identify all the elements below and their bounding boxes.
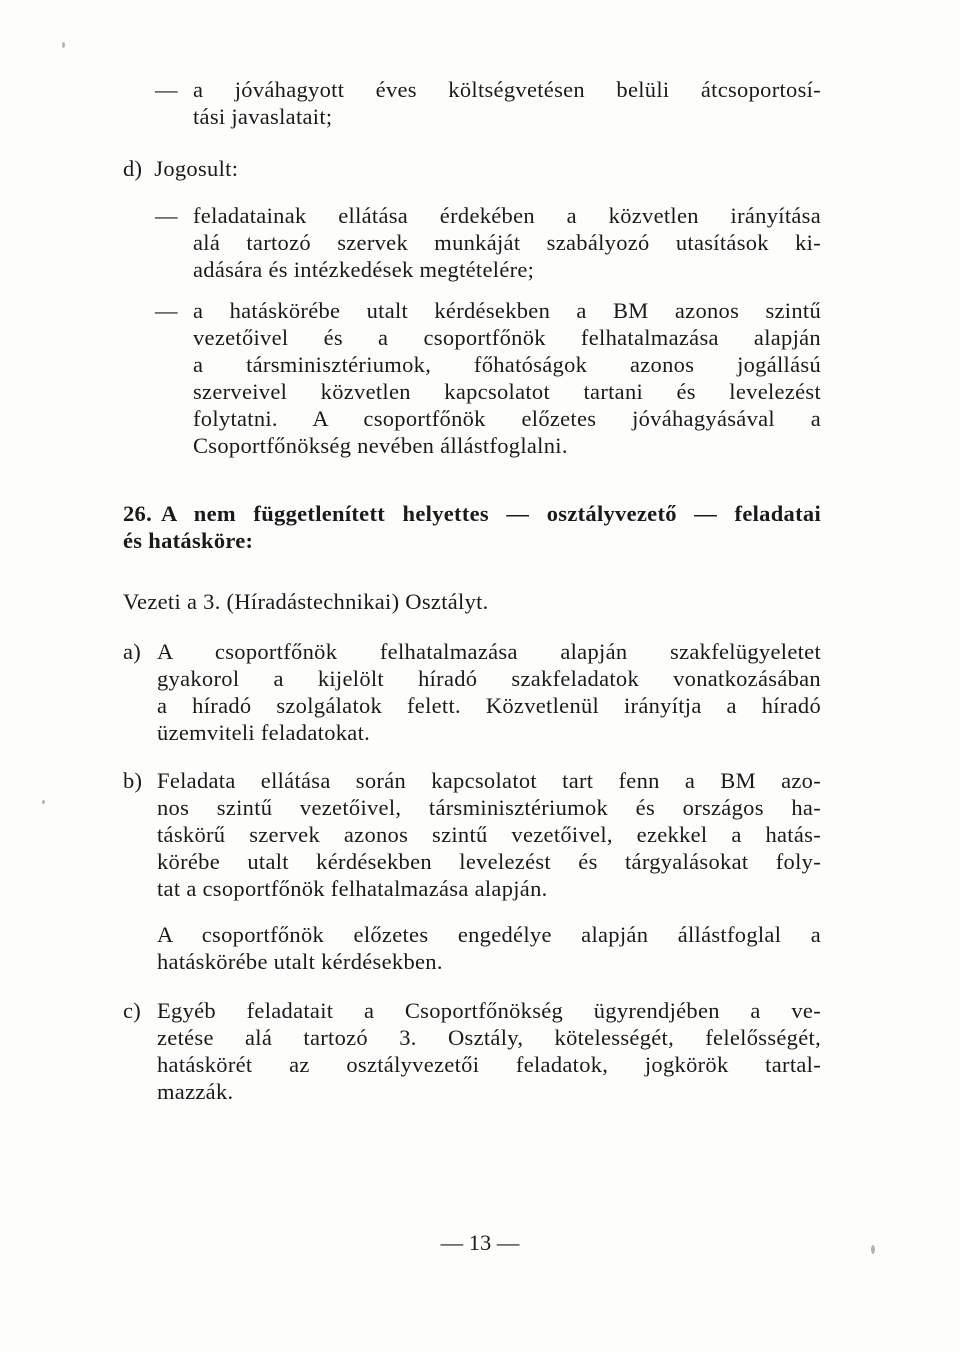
section-title-line: és hatásköre: <box>123 528 254 553</box>
text-line: A csoportfőnök felhatalmazása alapján szakfelügyeletet <box>157 639 821 664</box>
section-number: 26. <box>123 501 153 526</box>
section-d-heading <box>123 155 423 182</box>
text-line: tási javaslatait; <box>193 104 333 129</box>
text-line: üzemviteli feladatokat. <box>157 720 371 745</box>
text-line: a jóváhagyott éves költségvetésen belüli átcsoportosí- <box>193 77 821 102</box>
section-26-item-b-extra <box>157 921 821 975</box>
dash-marker: — <box>155 298 178 323</box>
text-line: gyakorol a kijelölt híradó szakfeladatok vonatkozásában <box>157 666 821 691</box>
text-line: vezetőivel és a csoportfőnök felhatalmazása alapján <box>193 325 821 350</box>
section-26-item-a <box>123 638 821 746</box>
dash-marker: — <box>155 203 178 228</box>
text-line: hatáskörét az osztályvezetői feladatok, jogkörök tartal- <box>157 1052 821 1077</box>
text-line: tat a csoportfőnök felhatalmazása alapján. <box>157 876 548 901</box>
text-line: hatáskörébe utalt kérdésekben. <box>157 949 443 974</box>
text-line: feladatainak ellátása érdekében a közvetlen irányítása <box>193 203 821 228</box>
dash-marker: — <box>155 77 178 102</box>
intro-item <box>155 76 821 130</box>
section-26-item-b <box>123 767 821 902</box>
text-line: nos szintű vezetőivel, társminisztériumok és országos ha- <box>157 795 821 820</box>
section-26-heading <box>123 500 821 554</box>
scan-speck <box>42 800 45 804</box>
list-marker: a) <box>123 639 142 664</box>
text-line: a híradó szolgálatok felett. Közvetlenül irányítja a híradó <box>157 693 821 718</box>
lead-text: Vezeti a 3. (Híradástechnikai) Osztályt. <box>123 589 489 614</box>
section-title-line: A nem függetlenített helyettes — osztályvezető — feladatai <box>161 501 821 526</box>
text-line: zetése alá tartozó 3. Osztály, kötelességét, felelősségét, <box>157 1025 821 1050</box>
list-marker: c) <box>123 998 142 1023</box>
section-d-item-2 <box>155 297 821 459</box>
text-line: táskörű szervek azonos szintű vezetőivel, ezekkel a hatás- <box>157 822 821 847</box>
text-line: a hatáskörébe utalt kérdésekben a BM azonos szintű <box>193 298 821 323</box>
list-marker: d) <box>123 156 143 181</box>
text-line: folytatni. A csoportfőnök előzetes jóváhagyásával a <box>193 406 821 431</box>
text-line: Csoportfőnökség nevében állástfoglalni. <box>193 433 568 458</box>
text-line: mazzák. <box>157 1079 234 1104</box>
section-26-lead <box>123 588 821 615</box>
section-26-item-c <box>123 997 821 1105</box>
text-line: A csoportfőnök előzetes engedélye alapján állástfoglal a <box>157 922 821 947</box>
page-number: — 13 — <box>440 1230 520 1255</box>
text-line: adására és intézkedések megtételére; <box>193 257 535 282</box>
text-line: szerveivel közvetlen kapcsolatot tartani és levelezést <box>193 379 821 404</box>
text-line: körébe utalt kérdésekben levelezést és tárgyalásokat foly- <box>157 849 821 874</box>
text-line: alá tartozó szervek munkáját szabályozó utasítások ki- <box>193 230 821 255</box>
text-line: Feladata ellátása során kapcsolatot tart fenn a BM azo- <box>157 768 821 793</box>
section-d-item-1 <box>155 202 821 283</box>
section-heading: Jogosult: <box>154 156 239 181</box>
text-line: Egyéb feladatait a Csoportfőnökség ügyrendjében a ve- <box>157 998 821 1023</box>
scan-speck <box>62 42 65 48</box>
list-marker: b) <box>123 768 143 793</box>
text-line: a társminisztériumok, főhatóságok azonos jogállású <box>193 352 821 377</box>
